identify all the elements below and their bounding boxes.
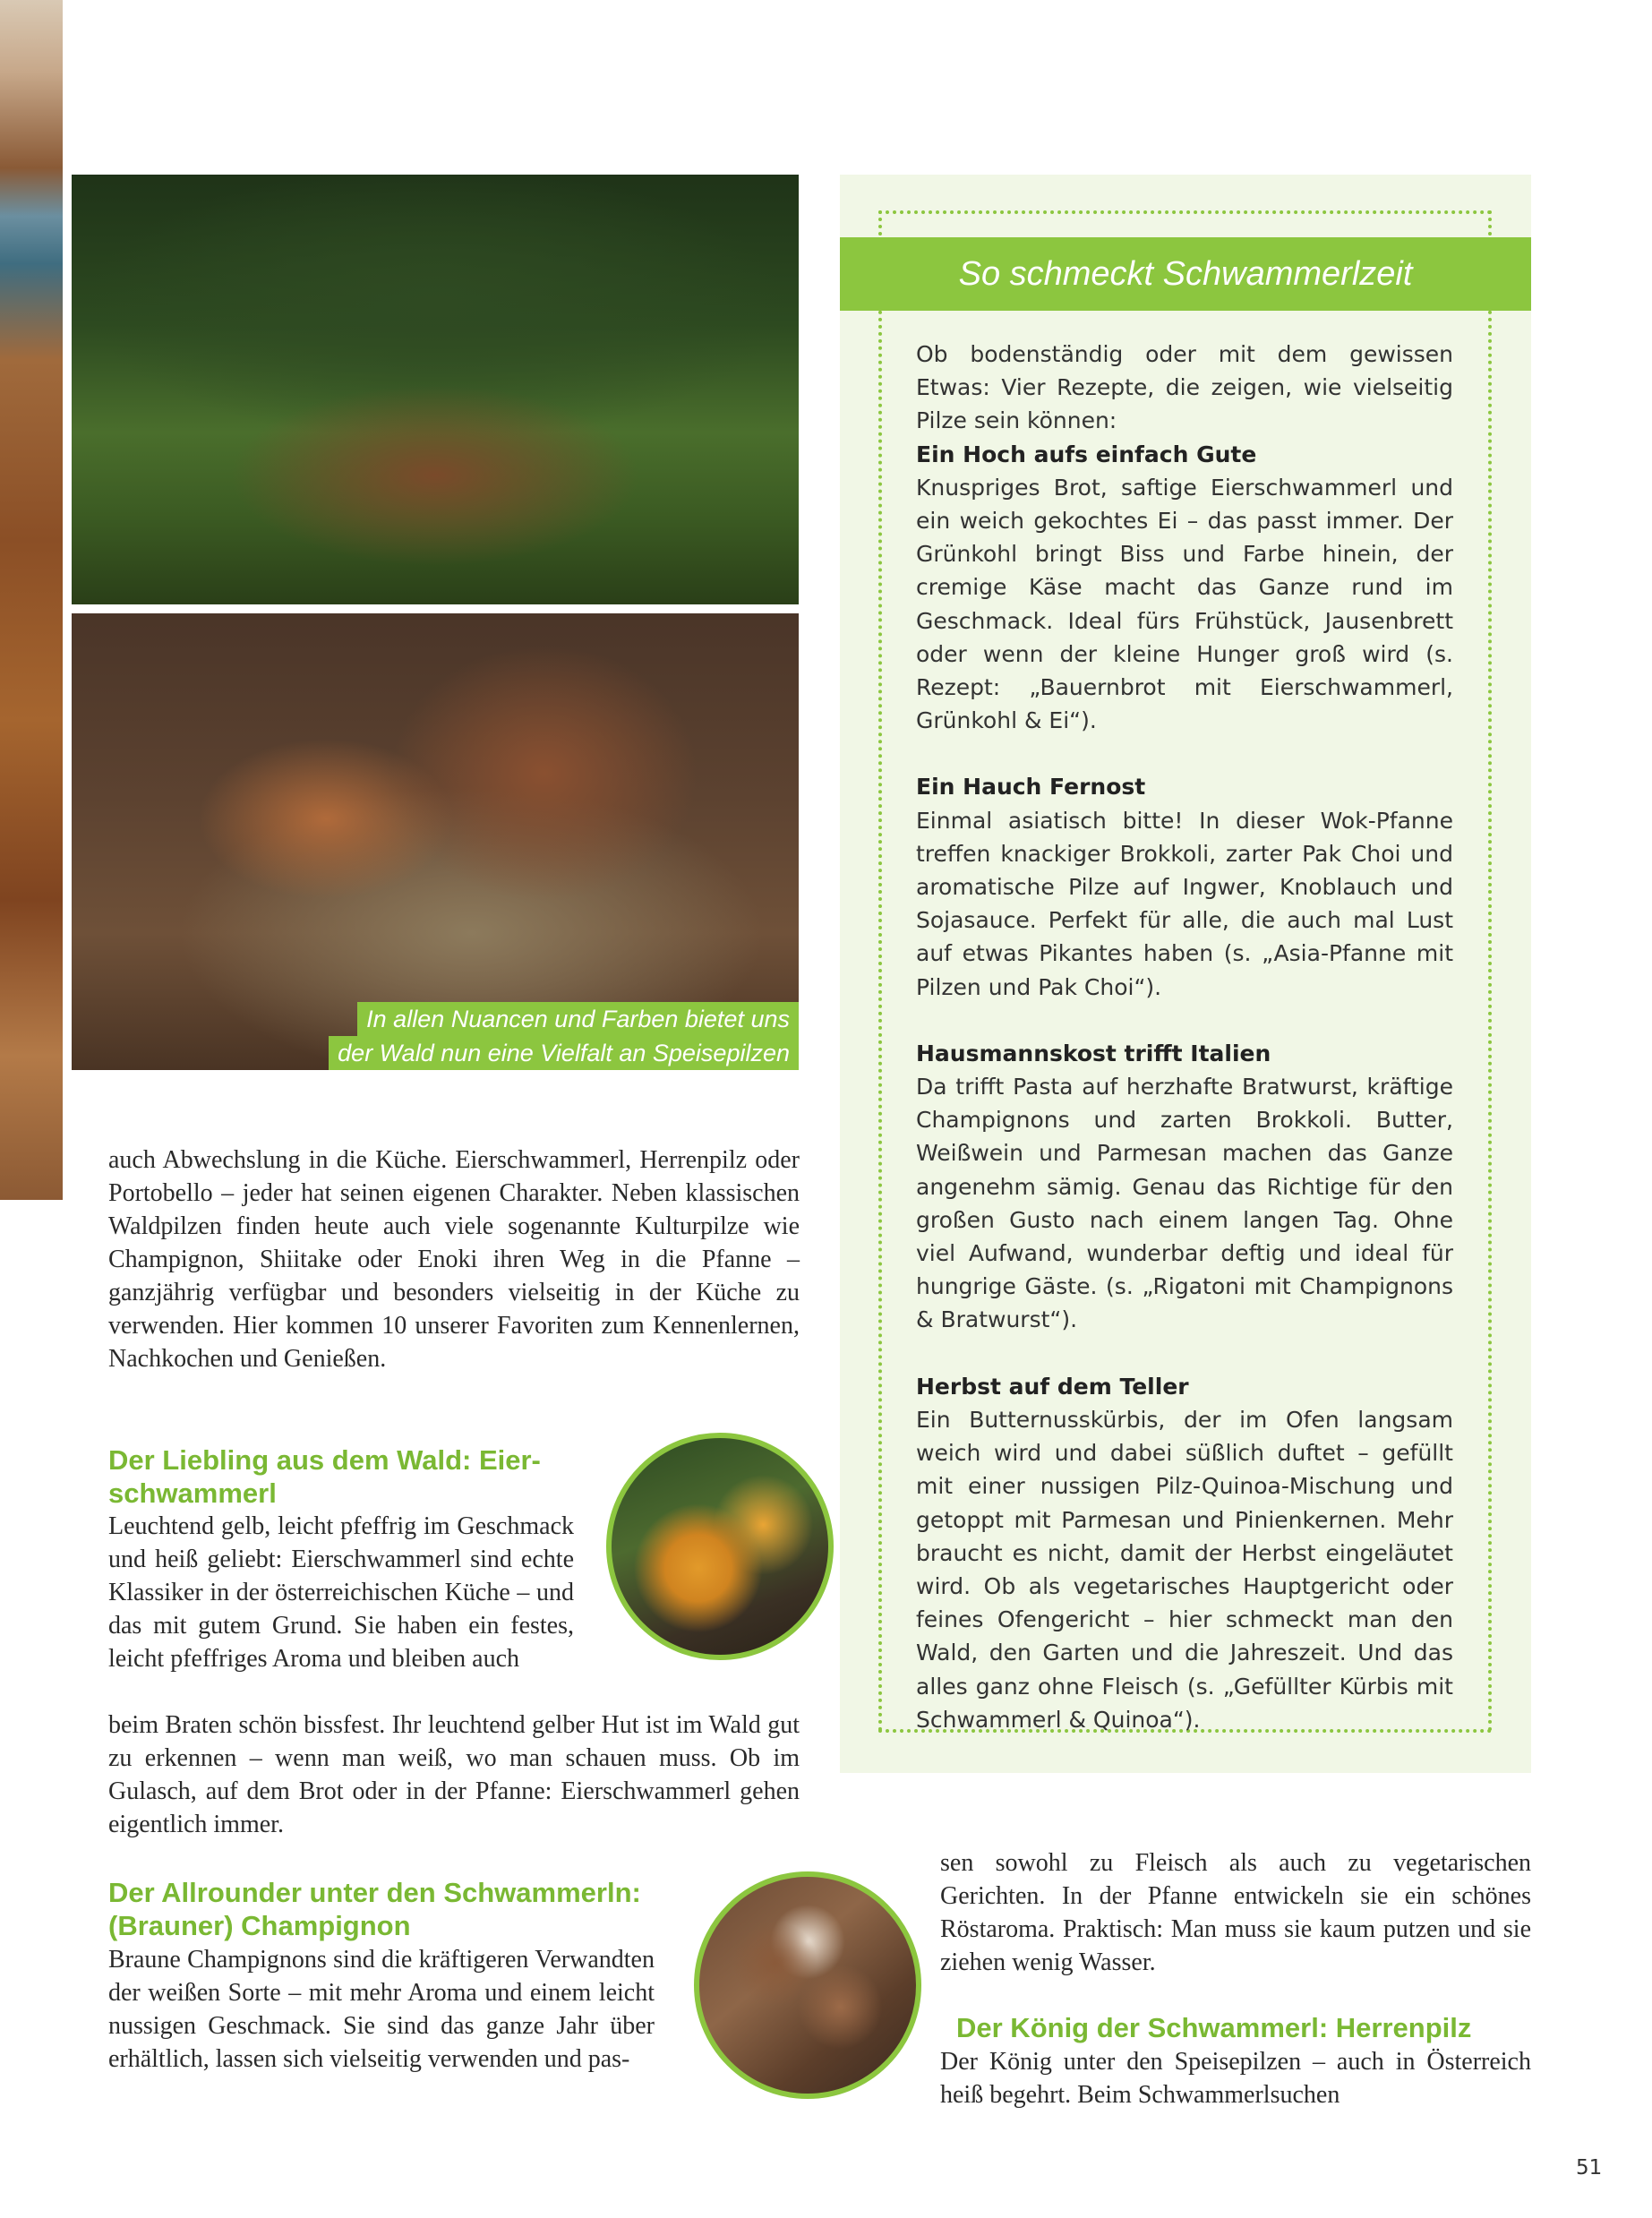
recipe-4-heading: Herbst auf dem Teller: [916, 1373, 1189, 1400]
champignon-heading-line-1: Der Allrounder unter den Schwammerln:: [108, 1877, 641, 1908]
sidebar-intro: Ob bodenständig oder mit dem gewissen Etwas: Vier Rezepte, die zeigen, wie vielseitig Pilze sein können:: [916, 341, 1453, 434]
recipe-2-text: Einmal asiatisch bitte! In dieser Wok-Pfanne treffen knackiger Brokkoli, zarter Pak Choi und aromatische Pilze auf Ingwer, Knoblauch und Sojasauce. Perfekt für alle, die auch mal Lust auf etwas Pikantes haben (s. „Asia-Pfanne mit Pilzen und Pak Choi“).: [916, 807, 1453, 1000]
page-number: 51: [1576, 2156, 1603, 2179]
chanterelle-round-photo: [606, 1433, 834, 1660]
eierschwammerl-heading-line-2: schwammerl: [108, 1477, 277, 1509]
intro-paragraph: auch Abwechslung in die Küche. Eierschwammerl, Herrenpilz oder Portobello – jeder hat seinen eigenen Charakter. Neben klassischen Waldpilzen finden heute auch viele sogenannte Kulturpilze wie Champignon, Shiitake oder Enoki ihren Weg in die Pfanne – ganzjährig verfügbar und besonders vielseitig in der Küche zu verwenden. Hier kommen 10 unserer Favoriten zum Kennenlernen, Nachkochen und Genießen.: [108, 1146, 800, 1373]
eierschwammerl-heading-line-1: Der Liebling aus dem Wald: Eier-: [108, 1444, 541, 1476]
photo-caption: [329, 1002, 799, 1070]
champignon-heading: [108, 1876, 699, 1942]
edge-photo-strip: [0, 0, 63, 1200]
champignon-heading-line-2: (Brauner) Champignon: [108, 1910, 411, 1941]
sidebar-title: So schmeckt Schwammerlzeit: [958, 254, 1413, 293]
recipe-sidebar-box: [840, 175, 1531, 1773]
champignon-text: Braune Champignons sind die kräftigeren Verwandten der weißen Sorte – mit mehr Aroma und einem leicht nussigen Geschmack. Sie sind das ganze Jahr über erhältlich, lassen sich vielseitig verwenden und pas-: [108, 1946, 655, 2073]
eierschwammerl-text-wide: beim Braten schön bissfest. Ihr leuchtend gelber Hut ist im Wald gut zu erkennen – wenn man weiß, wo man schauen muss. Ob im Gulasch, auf dem Brot oder in der Pfanne: Eierschwammerl gehen eigentlich immer.: [108, 1711, 800, 1838]
mushrooms-on-table-photo: [72, 613, 799, 1070]
mushroom-basket-photo: [72, 175, 799, 604]
photo-caption-line-1: In allen Nuancen und Farben bietet uns: [357, 1002, 799, 1036]
recipe-2-heading: Ein Hauch Fernost: [916, 774, 1146, 801]
herrenpilz-heading: Der König der Schwammerl: Herrenpilz: [956, 2012, 1472, 2043]
eierschwammerl-heading: [108, 1443, 610, 1510]
recipe-1-heading: Ein Hoch aufs einfach Gute: [916, 441, 1257, 467]
recipe-4-text: Ein Butternusskürbis, der im Ofen langsam weich wird und dabei süßlich duftet – gefüllt mit einer nussigen Pilz-Quinoa-Mischung und getoppt mit Parmesan und Pinienkernen. Mehr braucht es nicht, damit der Herbst eingeläutet wird. Ob als vegetarisches Hauptgericht oder feines Ofengericht – hier schmeckt man den Wald, den Garten und die Jahreszeit. Und das alles ganz ohne Fleisch (s. „Gefüllter Kürbis mit Schwammerl & Quinoa“).: [916, 1406, 1453, 1733]
champignon-round-photo: [694, 1871, 921, 2099]
champignon-text-continued: sen sowohl zu Fleisch als auch zu vegetarischen Gerichten. In der Pfanne entwickeln sie ein schönes Röstaroma. Praktisch: Man muss sie kaum putzen und sie ziehen wenig Wasser.: [940, 1849, 1531, 1976]
sidebar-content: [916, 338, 1453, 1736]
eierschwammerl-text-narrow: Leuchtend gelb, leicht pfeffrig im Geschmack und heiß geliebt: Eierschwammerl sind echte Klassiker in der österreichischen Küche – und das mit gutem Grund. Sie haben ein festes, leicht pfeffriges Aroma und bleiben auch: [108, 1512, 574, 1673]
recipe-1-text: Knuspriges Brot, saftige Eierschwammerl und ein weich gekochtes Ei – das passt immer. Der Grünkohl bringt Biss und Farbe hinein, der cremige Käse macht das Ganze rund im Geschmack. Ideal fürs Frühstück, Jausenbrett oder wenn der kleine Hunger groß wird (s. Rezept: „Bauernbrot mit Eierschwammerl, Grünkohl & Ei“).: [916, 474, 1453, 734]
photo-caption-line-2: der Wald nun eine Vielfalt an Speisepilzen: [329, 1036, 799, 1070]
recipe-3-heading: Hausmannskost trifft Italien: [916, 1040, 1271, 1066]
recipe-3-text: Da trifft Pasta auf herzhafte Bratwurst, kräftige Champignons und zarten Brokkoli. Butter, Weißwein und Parmesan machen das Ganze angenehm sämig. Genau das Richtige für den großen Gusto nach einem langen Tag. Ohne viel Aufwand, wunderbar deftig und ideal für hungrige Gäste. (s. „Rigatoni mit Champignons & Bratwurst“).: [916, 1074, 1453, 1333]
herrenpilz-text: Der König unter den Speisepilzen – auch in Österreich heiß begehrt. Beim Schwammerlsuchen: [940, 2048, 1531, 2109]
sidebar-title-bar: [840, 237, 1531, 311]
